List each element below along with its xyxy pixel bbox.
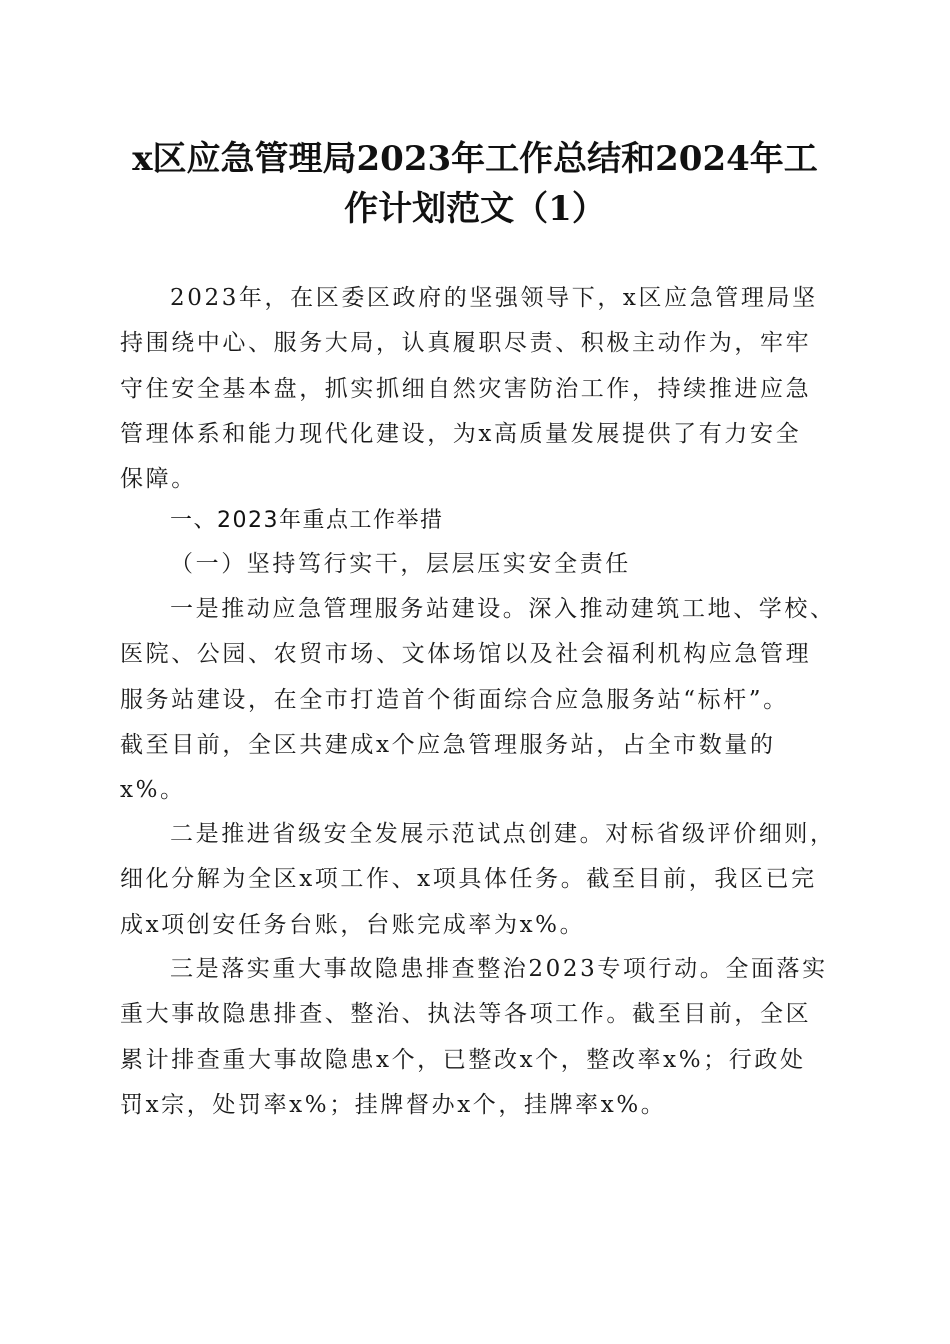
- paragraph-line: 2023年，在区委区政府的坚强领导下，x区应急管理局坚: [170, 285, 818, 311]
- paragraph-line: 持围绕中心、服务大局，认真履职尽责、积极主动作为，牢牢: [120, 330, 812, 357]
- paragraph-line: 三是落实重大事故隐患排查整治2023专项行动。全面落实: [170, 956, 828, 982]
- title-line: x区应急管理局2023年工作总结和2024年工: [132, 139, 818, 179]
- paragraph-line: 累计排查重大事故隐患x个，已整改x个，整改率x%；行政处: [120, 1046, 806, 1073]
- paragraph-line: 一是推动应急管理服务站建设。深入推动建筑工地、学校、: [170, 596, 836, 622]
- paragraph-line: 重大事故隐患排查、整治、执法等各项工作。截至目前，全区: [120, 1001, 812, 1028]
- section-heading: 一、2023年重点工作举措: [170, 508, 444, 533]
- title-line: 作计划范文（1）: [344, 189, 606, 229]
- paragraph-line: 罚x宗，处罚率x%；挂牌督办x个，挂牌率x%。: [120, 1091, 667, 1118]
- paragraph-line: 成x项创安任务台账，台账完成率为x%。: [120, 911, 586, 938]
- paragraph-line: 管理体系和能力现代化建设，为x高质量发展提供了有力安全: [120, 420, 802, 447]
- document-title: [100, 134, 850, 234]
- paragraph-line: 医院、公园、农贸市场、文体场馆以及社会福利机构应急管理: [120, 641, 812, 668]
- paragraph-line: x%。: [120, 777, 186, 804]
- paragraph-line: 细化分解为全区x项工作、x项具体任务。截至目前，我区已完: [120, 866, 817, 893]
- paragraph-1: [120, 587, 836, 813]
- paragraph-2: [120, 812, 836, 948]
- intro-paragraph: [120, 276, 830, 502]
- paragraph-line: 二是推进省级安全发展示范试点创建。对标省级评价细则，: [170, 821, 836, 847]
- paragraph-line: 守住安全基本盘，抓实抓细自然灾害防治工作，持续推进应急: [120, 375, 812, 402]
- paragraph-line: 保障。: [120, 466, 197, 493]
- paragraph-line: 截至目前，全区共建成x个应急管理服务站，占全市数量的: [120, 731, 776, 758]
- paragraph-3: [120, 947, 830, 1128]
- subsection-heading: （一）坚持笃行实干，层层压实安全责任: [170, 551, 631, 577]
- paragraph-line: 服务站建设，在全市打造首个街面综合应急服务站“标杆”。: [120, 686, 789, 713]
